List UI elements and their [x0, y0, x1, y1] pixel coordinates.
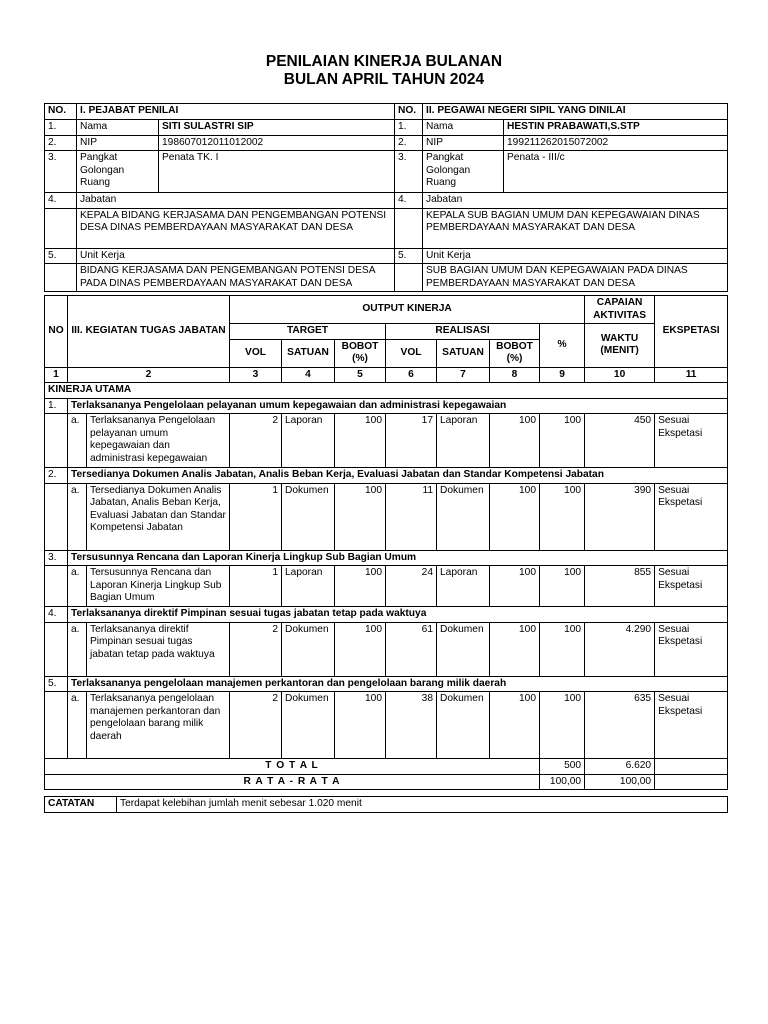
item-row [45, 483, 728, 550]
group-number: 5. [45, 676, 68, 692]
group-number: 1. [45, 398, 68, 414]
header-realisasi: REALISASI [386, 324, 540, 340]
catatan-table [44, 796, 728, 813]
total-percent: 500 [540, 759, 585, 775]
penilai-nama: SITI SULASTRI SIP [159, 120, 395, 136]
row-number: 2. [395, 135, 423, 151]
column-number: 3 [230, 367, 282, 383]
item-row [45, 414, 728, 468]
group-title: Tersusunnya Rencana dan Laporan Kinerja Lingkup Sub Bagian Umum [68, 550, 728, 566]
dinilai-unit-kerja: SUB BAGIAN UMUM DAN KEPEGAWAIAN PADA DINAS PEMBERDAYAAN MASYARAKAT DAN DESA [423, 264, 728, 292]
identity-header-row [45, 104, 728, 120]
identity-row-nip [45, 135, 728, 151]
pejabat-penilai-header: I. PEJABAT PENILAI [77, 104, 395, 120]
header-output-kinerja: OUTPUT KINERJA [230, 296, 585, 324]
waktu-value: 4.290 [585, 622, 655, 676]
item-text: Terlaksananya direktif Pimpinan sesuai tugas jabatan tetap pada waktuya [87, 622, 230, 676]
group-title: Terlaksananya pengelolaan manajemen perkantoran dan pengelolaan barang milik daerah [68, 676, 728, 692]
column-number: 10 [585, 367, 655, 383]
empty-cell [45, 264, 77, 292]
target-satuan: Dokumen [282, 692, 335, 759]
target-satuan: Laporan [282, 566, 335, 607]
item-text: Terlaksananya Pengelolaan pelayanan umum kepegawaian dan administrasi kepegawaian [87, 414, 230, 468]
catatan-text: Terdapat kelebihan jumlah menit sebesar 1.020 menit [117, 797, 728, 813]
no-header: NO. [395, 104, 423, 120]
row-number: 3. [45, 151, 77, 193]
waktu-value: 390 [585, 483, 655, 550]
target-satuan: Laporan [282, 414, 335, 468]
header-realisasi-bobot: BOBOT (%) [490, 339, 540, 367]
header-waktu: WAKTU (MENIT) [585, 324, 655, 368]
ekspetasi-value: Sesuai Ekspetasi [655, 566, 728, 607]
column-number: 4 [282, 367, 335, 383]
identity-row-pangkat [45, 151, 728, 193]
item-letter: a. [68, 566, 87, 607]
empty-cell [45, 414, 68, 468]
realisasi-vol: 61 [386, 622, 437, 676]
column-number: 1 [45, 367, 68, 383]
label-nama: Nama [77, 120, 159, 136]
group-number: 2. [45, 468, 68, 484]
label-jabatan: Jabatan [77, 193, 395, 209]
group-title-row [45, 676, 728, 692]
empty-cell [655, 774, 728, 790]
percent-value: 100 [540, 622, 585, 676]
target-bobot: 100 [335, 483, 386, 550]
label-jabatan: Jabatan [423, 193, 728, 209]
realisasi-vol: 11 [386, 483, 437, 550]
empty-cell [45, 208, 77, 248]
empty-cell [45, 692, 68, 759]
header-row-1 [45, 296, 728, 324]
identity-row-nama [45, 120, 728, 136]
realisasi-vol: 38 [386, 692, 437, 759]
empty-cell [45, 483, 68, 550]
header-target-satuan: SATUAN [282, 339, 335, 367]
average-label: R A T A - R A T A [45, 774, 540, 790]
column-number: 11 [655, 367, 728, 383]
total-waktu: 6.620 [585, 759, 655, 775]
realisasi-bobot: 100 [490, 622, 540, 676]
row-number: 1. [395, 120, 423, 136]
column-number: 2 [68, 367, 230, 383]
target-vol: 1 [230, 483, 282, 550]
item-letter: a. [68, 622, 87, 676]
average-waktu: 100,00 [585, 774, 655, 790]
header-target-bobot: BOBOT (%) [335, 339, 386, 367]
empty-cell [45, 566, 68, 607]
realisasi-satuan: Dokumen [437, 692, 490, 759]
target-bobot: 100 [335, 414, 386, 468]
identity-row-unit-label [45, 248, 728, 264]
row-number: 3. [395, 151, 423, 193]
label-nip: NIP [423, 135, 504, 151]
realisasi-bobot: 100 [490, 692, 540, 759]
header-ekspetasi: EKSPETASI [655, 296, 728, 368]
column-number-row [45, 367, 728, 383]
identity-table [44, 103, 728, 292]
column-number: 9 [540, 367, 585, 383]
target-vol: 1 [230, 566, 282, 607]
identity-row-unit-value [45, 264, 728, 292]
target-bobot: 100 [335, 566, 386, 607]
item-row [45, 622, 728, 676]
percent-value: 100 [540, 692, 585, 759]
section-kinerja-utama: KINERJA UTAMA [45, 383, 728, 399]
penilai-unit-kerja: BIDANG KERJASAMA DAN PENGEMBANGAN POTENSI DESA PADA DINAS PEMBERDAYAAN MASYARAKAT DAN DESA [77, 264, 395, 292]
label-nip: NIP [77, 135, 159, 151]
no-header: NO. [45, 104, 77, 120]
item-letter: a. [68, 692, 87, 759]
ekspetasi-value: Sesuai Ekspetasi [655, 692, 728, 759]
empty-cell [655, 759, 728, 775]
total-row [45, 759, 728, 775]
identity-row-jabatan-label [45, 193, 728, 209]
column-number: 8 [490, 367, 540, 383]
percent-value: 100 [540, 566, 585, 607]
waktu-value: 450 [585, 414, 655, 468]
group-title: Terlaksananya direktif Pimpinan sesuai tugas jabatan tetap pada waktuya [68, 607, 728, 623]
column-number: 7 [437, 367, 490, 383]
item-row [45, 566, 728, 607]
waktu-value: 855 [585, 566, 655, 607]
target-vol: 2 [230, 692, 282, 759]
penilai-pangkat: Penata TK. I [159, 151, 395, 193]
ekspetasi-value: Sesuai Ekspetasi [655, 414, 728, 468]
item-text: Tersedianya Dokumen Analis Jabatan, Analis Beban Kerja, Evaluasi Jabatan dan Standar Kompetensi Jabatan [87, 483, 230, 550]
target-bobot: 100 [335, 692, 386, 759]
target-vol: 2 [230, 622, 282, 676]
column-number: 6 [386, 367, 437, 383]
realisasi-bobot: 100 [490, 566, 540, 607]
performance-table [44, 295, 728, 790]
empty-cell [395, 264, 423, 292]
realisasi-satuan: Laporan [437, 566, 490, 607]
empty-cell [395, 208, 423, 248]
group-number: 4. [45, 607, 68, 623]
penilai-nip: 198607012011012002 [159, 135, 395, 151]
group-title-row [45, 550, 728, 566]
label-unit-kerja: Unit Kerja [77, 248, 395, 264]
average-row [45, 774, 728, 790]
pegawai-dinilai-header: II. PEGAWAI NEGERI SIPIL YANG DINILAI [423, 104, 728, 120]
realisasi-vol: 24 [386, 566, 437, 607]
item-row [45, 692, 728, 759]
target-satuan: Dokumen [282, 622, 335, 676]
header-realisasi-satuan: SATUAN [437, 339, 490, 367]
catatan-label: CATATAN [45, 797, 117, 813]
document-subtitle: BULAN APRIL TAHUN 2024 [283, 71, 485, 88]
section-row [45, 383, 728, 399]
realisasi-bobot: 100 [490, 483, 540, 550]
header-kegiatan: III. KEGIATAN TUGAS JABATAN [68, 296, 230, 368]
total-label: T O T A L [45, 759, 540, 775]
identity-row-jabatan-value [45, 208, 728, 248]
item-text: Tersusunnya Rencana dan Laporan Kinerja Lingkup Sub Bagian Umum [87, 566, 230, 607]
header-percent: % [540, 324, 585, 368]
header-capaian-aktivitas: CAPAIAN AKTIVITAS [585, 296, 655, 324]
group-title-row [45, 607, 728, 623]
realisasi-bobot: 100 [490, 414, 540, 468]
catatan-row [45, 797, 728, 813]
dinilai-pangkat: Penata - III/c [504, 151, 728, 193]
group-title: Terlaksananya Pengelolaan pelayanan umum kepegawaian dan administrasi kepegawaian [68, 398, 728, 414]
average-percent: 100,00 [540, 774, 585, 790]
dinilai-nip: 199211262015072002 [504, 135, 728, 151]
row-number: 5. [45, 248, 77, 264]
realisasi-vol: 17 [386, 414, 437, 468]
ekspetasi-value: Sesuai Ekspetasi [655, 483, 728, 550]
label-pangkat: Pangkat Golongan Ruang [423, 151, 504, 193]
percent-value: 100 [540, 414, 585, 468]
row-number: 4. [395, 193, 423, 209]
percent-value: 100 [540, 483, 585, 550]
row-number: 4. [45, 193, 77, 209]
realisasi-satuan: Laporan [437, 414, 490, 468]
dinilai-jabatan: KEPALA SUB BAGIAN UMUM DAN KEPEGAWAIAN DINAS PEMBERDAYAAN MASYARAKAT DAN DESA [423, 208, 728, 248]
target-bobot: 100 [335, 622, 386, 676]
label-nama: Nama [423, 120, 504, 136]
realisasi-satuan: Dokumen [437, 483, 490, 550]
group-title-row [45, 468, 728, 484]
target-satuan: Dokumen [282, 483, 335, 550]
dinilai-nama: HESTIN PRABAWATI,S.STP [504, 120, 728, 136]
column-number: 5 [335, 367, 386, 383]
waktu-value: 635 [585, 692, 655, 759]
empty-cell [45, 622, 68, 676]
header-target-vol: VOL [230, 339, 282, 367]
header-no: NO [45, 296, 68, 368]
group-title: Tersedianya Dokumen Analis Jabatan, Analis Beban Kerja, Evaluasi Jabatan dan Standar Kompetensi Jabatan [68, 468, 728, 484]
label-unit-kerja: Unit Kerja [423, 248, 728, 264]
realisasi-satuan: Dokumen [437, 622, 490, 676]
header-target: TARGET [230, 324, 386, 340]
document-title: PENILAIAN KINERJA BULANAN [265, 53, 503, 70]
item-letter: a. [68, 414, 87, 468]
row-number: 2. [45, 135, 77, 151]
target-vol: 2 [230, 414, 282, 468]
item-text: Terlaksananya pengelolaan manajemen perkantoran dan pengelolaan barang milik daerah [87, 692, 230, 759]
group-number: 3. [45, 550, 68, 566]
row-number: 1. [45, 120, 77, 136]
ekspetasi-value: Sesuai Ekspetasi [655, 622, 728, 676]
row-number: 5. [395, 248, 423, 264]
label-pangkat: Pangkat Golongan Ruang [77, 151, 159, 193]
item-letter: a. [68, 483, 87, 550]
penilai-jabatan: KEPALA BIDANG KERJASAMA DAN PENGEMBANGAN POTENSI DESA DINAS PEMBERDAYAAN MASYARAKAT DAN DESA [77, 208, 395, 248]
header-realisasi-vol: VOL [386, 339, 437, 367]
group-title-row [45, 398, 728, 414]
